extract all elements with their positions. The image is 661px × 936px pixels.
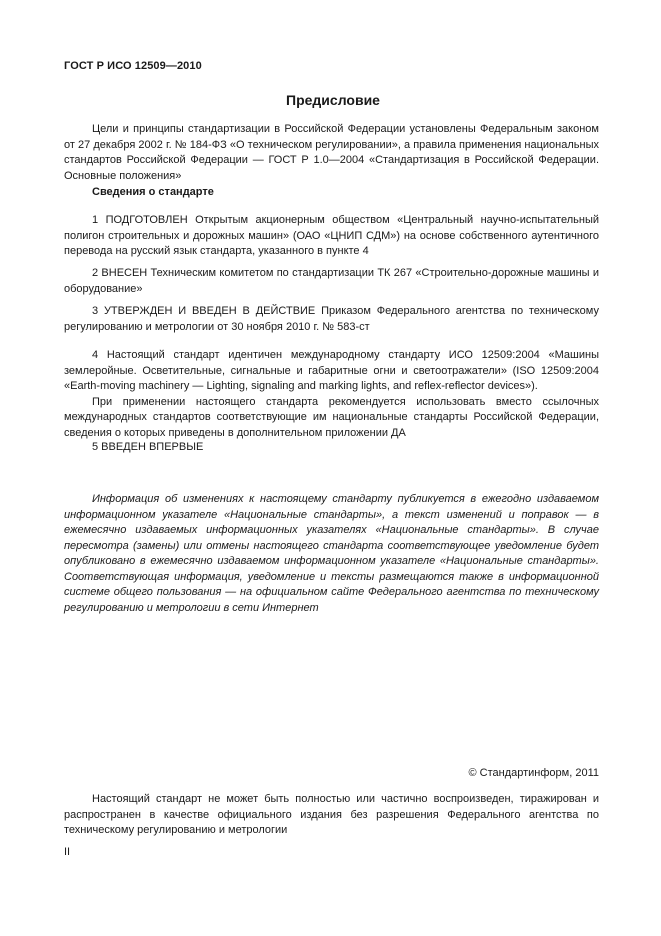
section-heading: Сведения о стандарте xyxy=(92,186,214,198)
copyright-line: © Стандартинформ, 2011 xyxy=(468,767,599,779)
item-3-block xyxy=(64,304,599,335)
section-heading-block xyxy=(64,185,599,201)
reproduction-notice: Настоящий стандарт не может быть полностью или частично воспроизведен, тиражирован и распространен в качестве официального издания без разрешения Федерального агентства по техническому регулированию и метрологии xyxy=(64,793,599,836)
page-number: II xyxy=(64,846,71,858)
document-id-header: ГОСТ Р ИСО 12509—2010 xyxy=(64,60,202,72)
intro-paragraph-block xyxy=(64,122,599,184)
item-4-note-paragraph: При применении настоящего стандарта рекомендуется использовать вместо ссылочных международных стандартов соответствующие им национальные стандарты Российской Федерации, сведения о которых приведены в дополнительном приложении ДА xyxy=(64,395,599,439)
item-1-paragraph: 1 ПОДГОТОВЛЕН Открытым акционерным обществом «Центральный научно-испытательный полигон строительных и дорожных машин» (ОАО «ЦНИП СДМ») на основе собственного аутентичного перевода на русский язык стандарта, указанного в пункте 4 xyxy=(64,214,599,257)
item-3-paragraph: 3 УТВЕРЖДЕН И ВВЕДЕН В ДЕЙСТВИЕ Приказом Федерального агентства по техническому регулированию и метрологии от 30 ноября 2010 г. № 583-ст xyxy=(64,305,599,333)
item-2-block xyxy=(64,266,599,297)
intro-paragraph: Цели и принципы стандартизации в Российской Федерации установлены Федеральным законом от 27 декабря 2002 г. № 184-ФЗ «О техническом регулировании», а правила применения национальных стандартов Российской Федерации — ГОСТ Р 1.0—2004 «Стандартизация в Российской Федерации. Основные положения» xyxy=(64,123,599,182)
item-5-block xyxy=(64,440,599,456)
item-5-paragraph: 5 ВВЕДЕН ВПЕРВЫЕ xyxy=(92,441,204,453)
info-notice: Информация об изменениях к настоящему стандарту публикуется в ежегодно издаваемом информационном указателе «Национальные стандарты», а текст изменений и поправок — в ежемесячно издаваемых информационных указателях «Национальные стандарты». В случае пересмотра (замены) или отмены настоящего стандарта соответствующее уведомление будет опубликовано в ежемесячно издаваемом информационном указателе «Национальные стандарты». Соответствующая информация, уведомление и тексты размещаются также в информационной системе общего пользования — на официальном сайте Федерального агентства по техническому регулированию и метрологии в сети Интернет xyxy=(64,493,599,614)
item-4-paragraph: 4 Настоящий стандарт идентичен международному стандарту ИСО 12509:2004 «Машины землеройные. Осветительные, сигнальные и габаритные огни и светоотражатели» (ISO 12509:2004 «Earth-moving machinery — Lighting, signaling and marking lights, and reflex-reflector devices»). xyxy=(64,349,599,392)
page-title: Предисловие xyxy=(286,92,380,108)
item-4-block xyxy=(64,348,599,441)
item-2-paragraph: 2 ВНЕСЕН Техническим комитетом по стандартизации ТК 267 «Строительно-дорожные машины и оборудование» xyxy=(64,267,599,295)
item-1-block xyxy=(64,213,599,260)
